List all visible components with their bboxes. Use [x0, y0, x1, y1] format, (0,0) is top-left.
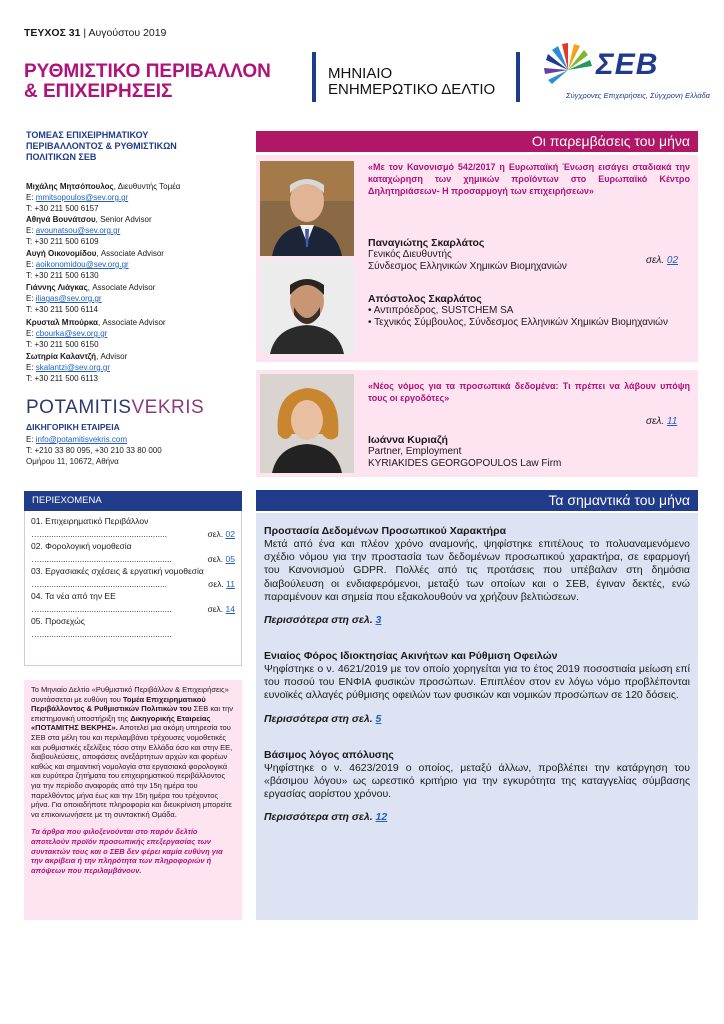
highlights-box — [256, 513, 698, 920]
person-organization: Σύνδεσμος Ελληνικών Χημικών Βιομηχανιών — [368, 261, 567, 272]
contact-entry — [26, 181, 236, 214]
contact-entry — [26, 248, 236, 281]
contact-name: Κρυσταλ Μπούρκα — [26, 318, 98, 327]
contact-email-link[interactable]: iliagas@sev.org.gr — [35, 294, 102, 303]
person-info — [368, 237, 608, 273]
about-text-a: Το Μηνιαίο Δελτίο «Ρυθμιστικό Περιβάλλον & Επιχειρήσεις» συντάσσεται με ευθύνη του — [31, 685, 229, 704]
person-organization: KYRIAKIDES GEORGOPOULOS Law Firm — [368, 458, 562, 469]
interventions-heading: Οι παρεμβάσεις του μήνα — [256, 131, 698, 152]
law-firm-title: ΔΙΚΗΓΟΡΙΚΗ ΕΤΑΙΡΕΙΑ — [26, 422, 120, 432]
contact-entry — [26, 351, 236, 384]
toc-item — [31, 565, 235, 590]
toc-dots: …...................................................... — [31, 528, 168, 539]
contact-phone: T: +30 211 500 6150 — [26, 340, 99, 349]
monthly-line1: ΜΗΝΙΑΙΟ — [328, 65, 393, 82]
issue-date: | Αυγούστου 2019 — [83, 27, 167, 39]
contact-phone: T: +30 211 500 6130 — [26, 271, 99, 280]
person-role: Partner, Employment — [368, 446, 462, 457]
contact-role: , Associate Advisor — [87, 283, 156, 292]
about-text-d: Δικηγορικής Εταιρείας «ΠΟΤΑΜΙΤΗΣ ΒΕΚΡΗΣ». — [31, 713, 211, 733]
toc-item-title: 01. Επιχειρηματικό Περιβάλλον — [31, 516, 149, 526]
contact-name: Αυγή Οικονομίδου — [26, 249, 97, 258]
about-box — [24, 680, 242, 920]
toc-sel-label: σελ. — [207, 553, 226, 564]
highlight-item — [264, 650, 690, 725]
toc-sel-label: σελ. — [207, 603, 226, 614]
person-name: Απόστολος Σκαρλάτος — [368, 293, 482, 305]
contact-phone: T: +30 211 500 6109 — [26, 237, 99, 246]
sel-label: σελ. — [646, 255, 667, 266]
toc-item-title: 04. Τα νέα από την ΕΕ — [31, 591, 116, 601]
highlight-body: Μετά από ένα και πλέον χρόνο αναμονής, ψηφίστηκε επιτέλους το πολυαναμενόμενο σχέδιο νόμου για την προστασία των δεδομένων προσωπικού χαρακτήρα, σε εφαρμογή του Κανονισμού GDPR. Πολλές από τις προτάσεις που υπέβαλαν στη δημόσια διαβούλευση οι ενδιαφερόμενοι, μεταξύ των οποίων και ο ΣΕΒ, έγιναν δεκτές, ενώ παραμένουν και σημεία που εξακολουθούν να χρήζουν βελτιώσεων. — [264, 538, 690, 603]
contact-phone: T: +30 211 500 6114 — [26, 305, 98, 314]
read-more — [264, 614, 690, 626]
header-divider-2 — [516, 52, 520, 102]
highlight-item — [264, 749, 690, 824]
email-label: E: — [26, 363, 36, 372]
email-label: E: — [26, 193, 36, 202]
about-text-b: Τομέα Επιχειρηματικού Περιβάλλοντος & Ρυθμιστικών Πολιτικών του — [31, 694, 206, 714]
highlight-body: Ψηφίστηκε ο ν. 4621/2019 με τον οποίο χορηγείται για το έτος 2019 ποσοστιαία μείωση επί του ποσού του ΕΝΦΙΑ φυσικών προσώπων. Επιπλέον στον εν λόγω νόμο προβλέπονται ευνοϊκές αλλαγές ρύθμισης οφειλών των φυσικών και νομικών προσώπων σε 120 δόσεις. — [264, 663, 690, 702]
read-more — [264, 713, 690, 725]
contact-email-link[interactable]: aoikonomidou@sev.org.gr — [35, 260, 129, 269]
law-firm-address: Ομήρου 11, 10672, Αθήνα — [26, 457, 119, 466]
issue-line — [24, 27, 166, 39]
toc-item — [31, 615, 235, 640]
seb-tagline: Σύγχρονες Επιχειρήσεις, Σύγχρονη Ελλάδα — [566, 91, 710, 100]
law-firm-phone: T: +210 33 80 095, +30 210 33 80 000 — [26, 446, 162, 455]
seb-logo-text: ΣΕΒ — [596, 48, 659, 81]
sector-title — [26, 130, 226, 163]
contact-email-link[interactable]: avounatsou@sev.org.gr — [35, 226, 121, 235]
contact-entry — [26, 317, 236, 350]
toc-page-link[interactable]: 05 — [225, 553, 235, 564]
person-info — [368, 434, 668, 470]
toc-sel-label: σελ. — [207, 528, 226, 539]
page-link[interactable]: 02 — [666, 255, 679, 266]
toc-box — [24, 511, 242, 666]
email-label: E: — [26, 260, 36, 269]
email-label: E: — [26, 329, 36, 338]
newsletter-title — [24, 62, 304, 102]
disclaimer: Τα άρθρα που φιλοξενούνται στο παρόν δελτίο αποτελούν προϊόν προσωπικής επεξεργασίας των συντακτών τους και ο ΣΕΒ δεν φέρει καμία ευθύνη για την ακρίβεια ή την πληρότητα των πληροφοριών ή απόψεων που περιλαμβάνουν. — [31, 827, 223, 875]
toc-page-link[interactable]: 02 — [225, 528, 235, 539]
about-text-c: ΣΕΒ και την επιστημονική υποστήριξη της — [31, 704, 234, 723]
highlight-title: Βάσιμος λόγος απόλυσης — [264, 748, 394, 761]
header-divider-1 — [312, 52, 316, 102]
highlight-item — [264, 525, 690, 626]
intervention-card — [256, 370, 698, 477]
toc-sel-label: σελ. — [208, 578, 227, 589]
sector-title-line1: ΤΟΜΕΑΣ ΕΠΙΧΕΙΡΗΜΑΤΙΚΟΥ — [26, 130, 149, 140]
toc-page-link[interactable]: 14 — [225, 603, 235, 614]
person-name: Παναγιώτης Σκαρλάτος — [368, 237, 485, 249]
law-firm-email-link[interactable]: info@potamitisvekris.com — [35, 435, 128, 444]
contact-role: , Associate Advisor — [97, 318, 166, 327]
sector-title-line3: ΠΟΛΙΤΙΚΩΝ ΣΕΒ — [26, 152, 97, 162]
read-more-label: Περισσότερα στη σελ. — [264, 811, 376, 824]
issue-number: ΤΕΥΧΟΣ 31 — [24, 27, 81, 39]
highlight-body: Ψηφίστηκε ο ν. 4623/2019 ο οποίος, μεταξύ άλλων, προβλέπει την κατάργηση του «βάσιμου λόγου» ως ωρεστικό κριτήριο για την εγκυρότητα της καταγγελίας σύμβασης εργασίας αορίστου χρόνου. — [264, 761, 690, 801]
toc-item-title: 03. Εργασιακές σχέσεις & εργατική νομοθεσία — [31, 566, 204, 576]
logo-part2: VEKRIS — [131, 397, 205, 418]
read-more-page-link[interactable]: 12 — [375, 811, 388, 824]
toc-dots: …........................................................ — [31, 603, 172, 614]
monthly-bulletin-label — [328, 66, 518, 98]
logo-part1: POTAMITIS — [26, 397, 132, 418]
person-photo — [260, 161, 354, 256]
toc-item — [31, 540, 235, 565]
email-label: E: — [26, 226, 36, 235]
contact-role: , Senior Advisor — [95, 215, 152, 224]
newsletter-title-line1: ΡΥΘΜΙΣΤΙΚΟ ΠΕΡΙΒΑΛΛΟΝ — [24, 61, 271, 82]
toc-dots: …........................................................ — [31, 628, 172, 639]
toc-heading: ΠΕΡΙΕΧΟΜΕΝΑ — [24, 491, 242, 511]
contact-role: , Διευθυντής Τομέα — [113, 182, 181, 191]
read-more-label: Περισσότερα στη σελ. — [264, 712, 376, 725]
newsletter-title-line2: & ΕΠΙΧΕΙΡΗΣΕΙΣ — [24, 81, 173, 102]
toc-item-title: 02. Φορολογική νομοθεσία — [31, 541, 132, 551]
toc-page-link[interactable]: 11 — [226, 578, 235, 589]
read-more-label: Περισσότερα στη σελ. — [264, 614, 376, 627]
toc-item-title: 05. Προσεχώς — [31, 616, 85, 626]
contact-name: Σωτηρία Καλαντζή — [26, 352, 97, 361]
email-label: E: — [26, 435, 36, 444]
read-more-page-link[interactable]: 5 — [375, 712, 382, 725]
law-firm-info — [26, 434, 236, 467]
intervention-quote: «Με τον Κανονισμό 542/2017 η Ευρωπαϊκή Ένωση εισάγει σταδιακά την καταχώρηση των χημικών προϊόντων στο Ευρωπαϊκό Κέντρο Δηλητηριάσεων- Η προσαρμογή των επιχειρήσεων» — [368, 162, 690, 196]
contact-email-link[interactable]: mmitsopoulos@sev.org.gr — [35, 193, 129, 202]
contact-entry — [26, 214, 236, 247]
person-role: • Αντιπρόεδρος, SUSTCHEM SA — [368, 305, 514, 316]
person-photo — [260, 259, 354, 354]
about-paragraph — [31, 685, 235, 819]
highlight-title: Προστασία Δεδομένων Προσωπικού Χαρακτήρα — [264, 525, 507, 537]
page-ref — [646, 255, 678, 266]
toc-dots: …........................................................ — [31, 553, 172, 564]
portrait-icon — [260, 161, 354, 256]
contact-phone: T: +30 211 500 6113 — [26, 374, 98, 383]
monthly-line2: ΕΝΗΜΕΡΩΤΙΚΟ ΔΕΛΤΙΟ — [328, 81, 496, 98]
page-link[interactable]: 11 — [666, 416, 678, 427]
contact-entry — [26, 282, 236, 315]
sector-title-line2: ΠΕΡΙΒΑΛΛΟΝΤΟΣ & ΡΥΘΜΙΣΤΙΚΩΝ — [26, 141, 177, 151]
about-text-e: Αποτελεί μια ακόμη υπηρεσία του ΣΕΒ στα μέλη του και περιλαμβάνει τρέχουσες νομοθετικές και ρυθμιστικές εξελίξεις τόσο στην Ελλάδα όσο και στην ΕΕ, διαβουλεύσεις, αποφάσεις ανεξάρτητων αρχών και φορέων καθώς και σημαντική νομολογία στα εργασιακά φορολογικά και ευρύτερα ζητήματα του επιχειρηματικού περιβάλλοντος για την περίοδο αναφοράς από την 15η ημέρα του παρελθόντος μήνα έως και την 15η ημέρα του τρέχοντος μήνα. Για οποιαδήποτε πληροφορία και διευκρίνιση μπορείτε να επικοινωνήσετε με τη συντακτική Ομάδα. — [31, 723, 233, 819]
page-ref — [646, 416, 677, 427]
person-role: Γενικός Διευθυντής — [368, 249, 452, 260]
highlights-heading: Τα σημαντικά του μήνα — [256, 490, 698, 511]
portrait-icon — [260, 374, 354, 473]
person-name: Ιωάννα Κυριαζή — [368, 434, 448, 446]
read-more — [264, 811, 690, 823]
contact-phone: T: +30 211 500 6157 — [26, 204, 99, 213]
contact-name: Μιχάλης Μητσόπουλος — [26, 182, 114, 191]
read-more-page-link[interactable]: 3 — [375, 614, 382, 627]
toc-dots: …...................................................... — [31, 578, 168, 589]
toc-item — [31, 590, 235, 615]
intervention-quote: «Νέος νόμος για τα προσωπικά δεδομένα: Τι πρέπει να λάβουν υπόψη τους οι εργοδότες» — [368, 381, 690, 403]
person-photo — [260, 374, 354, 473]
contact-role: , Associate Advisor — [96, 249, 164, 258]
person-info — [368, 293, 668, 329]
seb-burst-icon — [538, 40, 598, 92]
toc-item — [31, 515, 235, 540]
contact-name: Γιάννης Λιάγκας — [26, 283, 88, 292]
highlight-title: Ενιαίος Φόρος Ιδιοκτησίας Ακινήτων και Ρύθμιση Οφειλών — [264, 650, 558, 663]
email-label: E: — [26, 294, 36, 303]
sel-label: σελ. — [646, 416, 667, 427]
portrait-icon — [260, 259, 354, 354]
contact-name: Αθηνά Βουνάτσου — [26, 215, 96, 224]
contact-email-link[interactable]: cbourka@sev.org.gr — [35, 329, 108, 338]
intervention-card — [256, 155, 698, 362]
contact-email-link[interactable]: skalantzi@sev.org.gr — [35, 363, 111, 372]
person-role: • Τεχνικός Σύμβουλος, Σύνδεσμος Ελληνικών Χημικών Βιομηχανιών — [368, 317, 668, 328]
potamitis-vekris-logo — [26, 397, 204, 419]
contact-role: , Advisor — [96, 352, 128, 361]
